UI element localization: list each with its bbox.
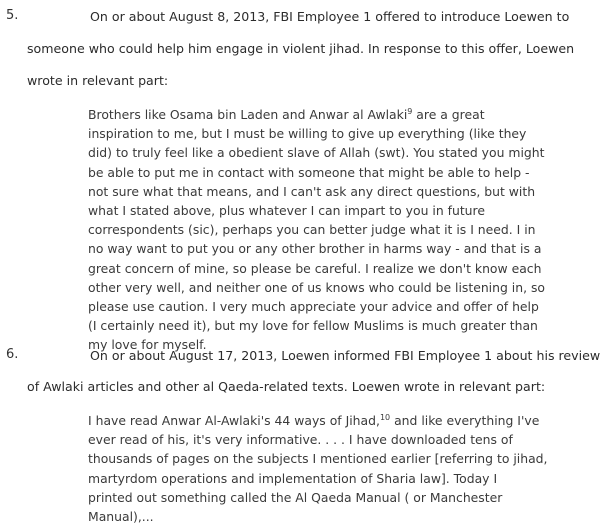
paragraph-line: of Awlaki articles and other al Qaeda-related texts. Loewen wrote in relevant part: — [27, 379, 546, 394]
quote-line: my love for myself. — [88, 337, 207, 353]
footnote-marker: 10 — [379, 412, 391, 422]
paragraph-number: 5. — [6, 8, 19, 23]
block-quote — [88, 105, 545, 355]
paragraph-line: someone who could help him engage in violent jihad. In response to this offer, Loewen — [27, 41, 575, 56]
quote-line: Brothers like Osama bin Laden and Anwar al Awlaki$^9$ are a great — [88, 106, 485, 122]
quote-line: other very well, and neither one of us knows who could be listening in, so — [88, 279, 545, 295]
paragraph-number: 6. — [6, 347, 19, 362]
quote-line: not sure what that means, and I can't ask any direct questions, but with — [88, 183, 536, 199]
quote-line: what I stated above, plus whatever I can impart to you in future — [88, 203, 485, 219]
block-quote — [88, 411, 548, 526]
quote-line: Manual),... — [88, 509, 154, 525]
quote-line: be able to put me in contact with someone that might be able to help - — [88, 164, 530, 180]
footnote-marker: 9 — [407, 106, 413, 116]
paragraph-line: wrote in relevant part: — [27, 73, 169, 88]
quote-line: inspiration to me, but I must be willing to give up everything (like they — [88, 126, 527, 142]
quote-line: did) to truly feel like a obedient slave of Allah (swt). You stated you might — [88, 145, 545, 161]
quote-line: thousands of pages on the subjects I mentioned earlier [referring to jihad, — [88, 451, 548, 467]
quote-line: I have read Anwar Al-Awlaki's 44 ways of Jihad,$^{10}$ and like everything I've — [88, 412, 540, 428]
quote-line: please use caution. I very much appreciate your advice and offer of help — [88, 299, 539, 315]
paragraph-line: On or about August 8, 2013, FBI Employee 1 offered to introduce Loewen to — [90, 9, 570, 24]
quote-line: printed out something called the Al Qaeda Manual ( or Manchester — [88, 489, 503, 505]
quote-line: martyrdom operations and implementation of Sharia law]. Today I — [88, 470, 498, 486]
quote-line: great concern of mine, so please be careful. I realize we don't know each — [88, 260, 542, 276]
quote-line: correspondents (sic), perhaps you can better judge what it is I need. I in — [88, 222, 536, 238]
quote-line: ever read of his, it's very informative. . . . I have downloaded tens of — [88, 432, 513, 448]
quote-line: (I certainly need it), but my love for fellow Muslims is much greater than — [88, 318, 538, 334]
paragraph-line: On or about August 17, 2013, Loewen informed FBI Employee 1 about his review — [90, 348, 600, 363]
quote-line: no way want to put you or any other brother in harms way - and that is a — [88, 241, 542, 257]
